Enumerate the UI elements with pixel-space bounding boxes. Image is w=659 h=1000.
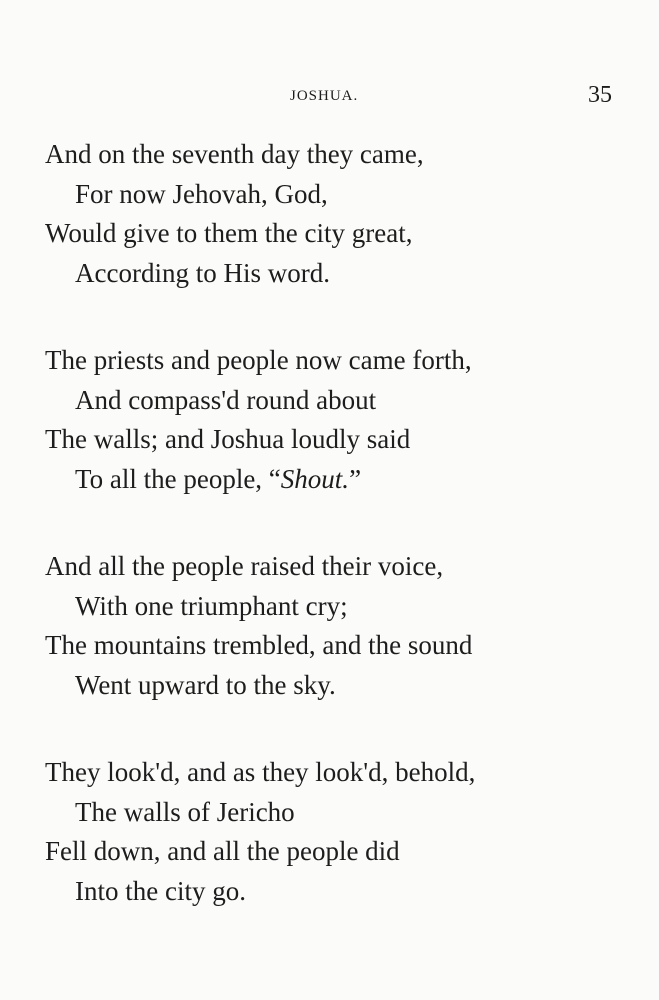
poem-line: According to His word.	[75, 257, 330, 288]
stanza-3	[45, 547, 635, 705]
poem-line: The walls; and Joshua loudly said	[45, 424, 411, 454]
poem-line: And on the seventh day they came,	[45, 139, 424, 169]
running-head	[0, 84, 659, 108]
poem-line: Into the city go.	[75, 875, 246, 906]
poem-line	[45, 460, 635, 500]
poem-line: And compass'd round about	[75, 384, 377, 415]
poem-line: With one triumphant cry;	[75, 590, 348, 621]
poem-line: Went upward to the sky.	[75, 669, 336, 700]
poem-line: Fell down, and all the people did	[45, 836, 400, 866]
stanza-4	[45, 753, 635, 911]
poem-line-text: To all the people, “	[75, 463, 281, 494]
stanza-2	[45, 341, 635, 499]
poem	[45, 135, 635, 911]
poem-line: The walls of Jericho	[75, 796, 295, 827]
page-number: 35	[588, 82, 612, 108]
poem-line: The mountains trembled, and the sound	[45, 630, 473, 660]
running-title: JOSHUA.	[290, 88, 359, 104]
poem-line: The priests and people now came forth,	[45, 345, 472, 375]
closing-quote: ”	[349, 463, 362, 494]
stanza-1	[45, 135, 635, 293]
poem-line: They look'd, and as they look'd, behold,	[45, 757, 476, 787]
poem-line: And all the people raised their voice,	[45, 551, 444, 581]
poem-line: Would give to them the city great,	[45, 218, 413, 248]
poem-line: For now Jehovah, God,	[75, 178, 328, 209]
shout-word: Shout.	[280, 463, 350, 494]
